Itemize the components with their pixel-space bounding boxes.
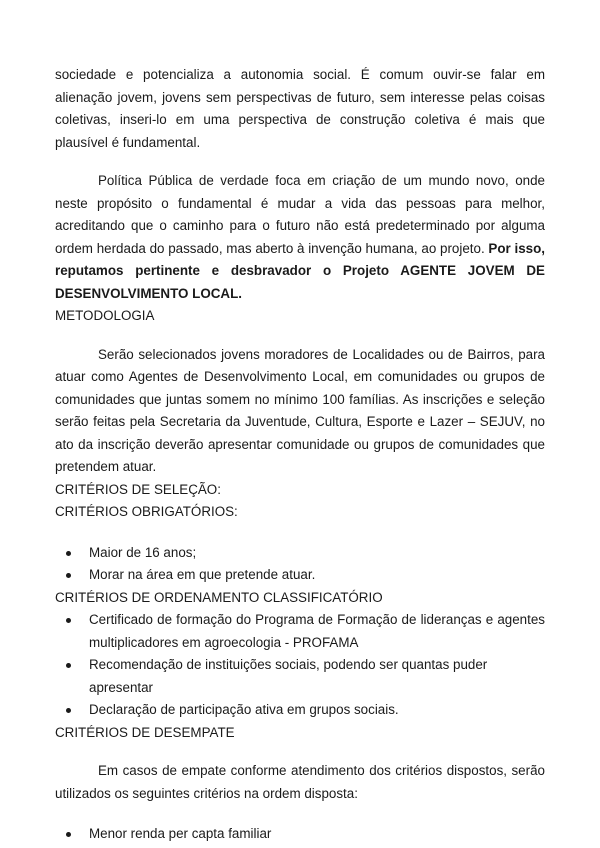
tiebreak-list [55,823,545,846]
methodology-heading: METODOLOGIA [55,308,155,323]
bullet-icon [66,663,71,668]
policy-paragraph [55,170,545,305]
intro-paragraph: sociedade e potencializa a autonomia social. É comum ouvir-se falar em alienação jovem, jovens sem perspectivas de futuro, sem interesse pelas coisas coletivas, inseri-lo em uma perspectiva de construção coletiva é mais que plausível é fundamental. [55,67,545,150]
mandatory-list [55,542,545,587]
document-page [55,64,545,846]
list-item: Declaração de participação ativa em grupos sociais. [55,699,545,722]
bullet-icon [66,708,71,713]
bullet-icon [66,551,71,556]
selection-heading: CRITÉRIOS DE SELEÇÃO: [55,481,221,497]
mandatory-heading: CRITÉRIOS OBRIGATÓRIOS: [55,504,238,519]
list-item: Morar na área em que pretende atuar. [55,564,545,587]
ranking-heading: CRITÉRIOS DE ORDENAMENTO CLASSIFICATÓRIO [55,589,383,605]
tiebreak-paragraph: Em casos de empate conforme atendimento dos critérios dispostos, serão utilizados os seguintes critérios na ordem disposta: [55,763,545,801]
list-item: Certificado de formação do Programa de Formação de lideranças e agentes multiplicadores em agroecologia - PROFAMA [55,609,545,654]
policy-text: Política Pública de verdade foca em criação de um mundo novo, onde neste propósito o fundamental é mudar a vida das pessoas para melhor, acreditando que o caminho para o futuro não está predeterminado por alguma ordem herdada do passado, mas aberto à invenção humana, ao projeto. [55,173,545,256]
tiebreak-heading: CRITÉRIOS DE DESEMPATE [55,724,235,740]
bullet-icon [66,832,71,837]
methodology-paragraph: Serão selecionados jovens moradores de Localidades ou de Bairros, para atuar como Agentes de Desenvolvimento Local, em comunidades ou grupos de comunidades que juntas somem no mínimo 100 famílias. As inscrições e seleção serão feitas pela Secretaria da Juventude, Cultura, Esporte e Lazer – SEJUV, no ato da inscrição deverão apresentar comunidade ou grupos de comunidades que pretendem atuar. [55,346,545,474]
bullet-icon [66,573,71,578]
bullet-icon [66,618,71,623]
list-item: Maior de 16 anos; [55,542,545,565]
policy-bold-text: Por isso, reputamos pertinente e desbravador o Projeto AGENTE JOVEM DE DESENVOLVIMENTO LOCAL. [55,240,545,301]
ranking-list [55,609,545,722]
list-item: Menor renda per capta familiar [55,823,545,846]
list-item: Recomendação de instituições sociais, podendo ser quantas puder apresentar [55,654,545,699]
